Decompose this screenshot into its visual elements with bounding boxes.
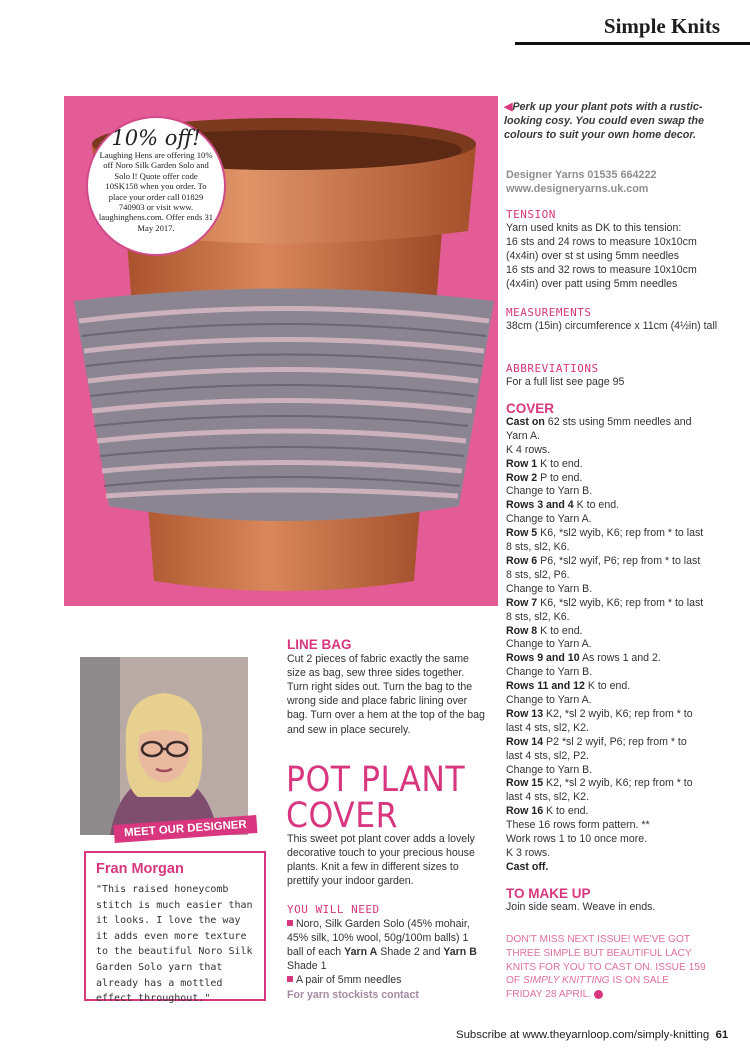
pattern-row-label: Row 15 (506, 777, 544, 790)
pattern-row (506, 764, 704, 778)
pattern-row (506, 833, 704, 847)
pattern-row-label: Row 5 (506, 527, 538, 540)
pattern-row-text: Change to Yarn B. (506, 763, 593, 776)
tension-line: 16 sts and 32 rows to measure 10x10cm (506, 263, 697, 276)
caption-text: Perk up your plant pots with a rustic-looking cosy. You could even swap the colours to suit your own home decor. (504, 101, 704, 141)
pattern-row-text: K to end. (537, 457, 583, 470)
pattern-title (286, 762, 465, 834)
pattern-row-text: These 16 rows form pattern. ** (506, 819, 650, 832)
pattern-row-text: Change to Yarn B. (506, 582, 593, 595)
pattern-row-text: P to end. (537, 471, 583, 484)
designer-box (84, 851, 266, 1005)
pattern-row-label: Rows 3 and 4 (506, 499, 574, 512)
pattern-row-label: Row 2 (506, 471, 538, 484)
cover-pattern-section (506, 402, 704, 875)
yarn-ball-icon (594, 990, 603, 999)
you-will-need-heading: YOU WILL NEED (287, 903, 380, 916)
abbreviations-section (506, 362, 731, 390)
pattern-row (506, 680, 704, 694)
offer-headline: 10% off! (111, 126, 201, 150)
pattern-row-label: Row 7 (506, 596, 538, 609)
tension-line: Yarn used knits as DK to this tension: (506, 221, 682, 234)
pattern-row (506, 819, 704, 833)
pattern-row (506, 458, 704, 472)
title-line-1: POT PLANT (286, 760, 466, 800)
line-bag-text: Cut 2 pieces of fabric exactly the same size as bag, sew three sides together. Turn right sides out. Turn the bag to the wrong side and place fabric lining over bag. Turn over a hem at the top of the bag and sew in place securely. (287, 653, 485, 736)
pattern-row (506, 583, 704, 597)
bullet-icon (287, 920, 293, 926)
header-rule (515, 42, 750, 45)
make-up-section (506, 887, 731, 915)
pattern-row-text: K2, *sl 2 wyib, K6; rep from * to last 4 sts, sl2, K2. (506, 707, 693, 734)
pattern-row-label: Rows 9 and 10 (506, 652, 580, 665)
make-up-text: Join side seam. Weave in ends. (506, 900, 656, 913)
pattern-row-text: Work rows 1 to 10 once more. (506, 833, 648, 846)
tension-line: 16 sts and 24 rows to measure 10x10cm (506, 235, 697, 248)
pattern-row-label: Row 6 (506, 554, 538, 567)
pattern-row-text: P2 *sl 2 wyif, P6; rep from * to last 4 sts, sl2, P2. (506, 735, 687, 762)
designer-photo (80, 657, 248, 835)
pattern-row (506, 805, 704, 819)
subscribe-link[interactable]: Subscribe at www.theyarnloop.com/simply-knitting (456, 1029, 710, 1041)
pattern-row-label: Cast on (506, 415, 545, 428)
pattern-row (506, 694, 704, 708)
pattern-row-text: K 4 rows. (506, 443, 551, 456)
pattern-row-text: K6, *sl2 wyib, K6; rep from * to last 8 sts, sl2, K6. (506, 527, 704, 554)
designer-name: Fran Morgan (96, 861, 184, 877)
pattern-row (506, 708, 704, 736)
pattern-row (506, 777, 704, 805)
pattern-row (506, 513, 704, 527)
next-issue-promo (506, 933, 706, 1002)
next-issue-post: IS ON SALE FRIDAY 28 APRIL. (506, 975, 670, 1001)
section-title: Simple Knits (603, 14, 720, 38)
pattern-row-text: Change to Yarn A. (506, 694, 592, 707)
supplier-info (506, 168, 726, 196)
cover-rows (506, 416, 704, 875)
pattern-row (506, 444, 704, 458)
pattern-row (506, 652, 704, 666)
intro-text: This sweet pot plant cover adds a lovely decorative touch to your precious house plants. Knit a few in different sizes to prettify your indoor garden. (287, 833, 475, 888)
offer-body: Laughing Hens are offering 10% off Noro Silk Garden Solo and Solo l! Quote offer code 10SK158 when you order. To place your order call 01829 740903 or visit www. laughinghens.com. Offer ends 31 May 2017. (98, 150, 214, 233)
abbreviations-heading: ABBREVIATIONS (506, 362, 599, 375)
pattern-row-text: K to end. (537, 624, 583, 637)
pattern-row (506, 666, 704, 680)
pattern-row-label: Row 13 (506, 707, 544, 720)
make-up-heading: TO MAKE UP (506, 886, 591, 901)
need-item-yarn: Noro, Silk Garden Solo (45% mohair, 45% silk, 10% wool, 50g/100m balls) 1 ball of each Yarn A Shade 2 and Yarn B Shade 1 (287, 918, 477, 973)
pattern-row-text: K to end. (584, 680, 631, 693)
pattern-row-label: Row 14 (506, 735, 544, 748)
caption-arrow-icon: ◀ (504, 101, 513, 113)
cover-heading: COVER (506, 401, 555, 416)
supplier-website[interactable]: www.designeryarns.uk.com (506, 183, 649, 195)
stockists-note: For yarn stockists contact (287, 988, 419, 1001)
title-line-2: COVER (286, 796, 398, 836)
tension-line: (4x4in) over st st using 5mm needles (506, 249, 680, 262)
pattern-row (506, 597, 704, 625)
page-footer (456, 1029, 728, 1041)
pattern-row (506, 861, 704, 875)
pattern-row-text: K to end. (543, 805, 589, 818)
pattern-row-label: Row 1 (506, 457, 538, 470)
pattern-row-text: K6, *sl2 wyib, K6; rep from * to last 8 sts, sl2, K6. (506, 596, 704, 623)
pattern-row (506, 625, 704, 639)
page-number: 61 (715, 1029, 729, 1041)
pattern-row-label: Rows 11 and 12 (506, 680, 585, 693)
pattern-row (506, 472, 704, 486)
tension-heading: TENSION (506, 208, 556, 221)
measurements-heading: MEASUREMENTS (506, 306, 592, 319)
pattern-row-text: Change to Yarn B. (506, 666, 593, 679)
pattern-row-text: K 3 rows. (506, 847, 551, 859)
pattern-row-label: Row 16 (506, 805, 544, 818)
bullet-icon (287, 976, 293, 982)
line-bag-heading: LINE BAG (287, 637, 352, 652)
pattern-row (506, 527, 704, 555)
supplier-phone: Designer Yarns 01535 664222 (506, 169, 657, 181)
pattern-row (506, 416, 704, 444)
photo-caption (504, 100, 724, 142)
pattern-row-text: Change to Yarn A. (506, 513, 592, 526)
pattern-row-text: Change to Yarn A. (506, 638, 592, 651)
pattern-row-text: K2, *sl 2 wyib, K6; rep from * to last 4 sts, sl2, K2. (506, 777, 693, 804)
pattern-row (506, 555, 704, 583)
measurements-text: 38cm (15in) circumference x 11cm (4½in) tall (506, 319, 718, 332)
pattern-row-label: Row 8 (506, 624, 538, 637)
next-issue-pre: DON'T MISS NEXT ISSUE! WE'VE GOT THREE SIMPLE BUT BEAUTIFUL LACY KNITS FOR YOU TO CAST ON. ISSUE 159 OF (506, 934, 706, 987)
offer-roundel (86, 116, 226, 256)
pattern-row (506, 485, 704, 499)
next-issue-magazine: SIMPLY KNITTING (522, 975, 610, 987)
line-bag-section (287, 638, 487, 737)
pattern-row (506, 736, 704, 764)
designer-quote: "This raised honeycomb stitch is much easier than it looks. I love the way it adds even more texture to the beautiful Noro Silk Garden Solo yarn that already has a mottled effect throughout." (96, 884, 253, 1005)
pattern-row-label: Cast off. (506, 860, 549, 873)
pattern-row (506, 847, 704, 861)
need-item-needles: A pair of 5mm needles (287, 973, 487, 987)
designer-portrait (80, 657, 248, 835)
pattern-row-text: Change to Yarn B. (506, 485, 593, 498)
meet-designer-banner: MEET OUR DESIGNER (114, 815, 258, 843)
pattern-row-text: As rows 1 and 2. (579, 652, 661, 665)
pattern-row-text: K to end. (573, 499, 620, 512)
pattern-row (506, 499, 704, 513)
pattern-row (506, 638, 704, 652)
tension-line: (4x4in) over patt using 5mm needles (506, 277, 678, 290)
abbreviations-text: For a full list see page 95 (506, 375, 625, 388)
measurements-section (506, 306, 731, 334)
tension-section (506, 208, 731, 291)
pattern-row-text: P6, *sl2 wyif, P6; rep from * to last 8 sts, sl2, P6. (506, 554, 701, 581)
you-will-need-section (287, 903, 487, 1002)
pattern-row-text: 62 sts using 5mm needles and Yarn A. (506, 415, 692, 442)
